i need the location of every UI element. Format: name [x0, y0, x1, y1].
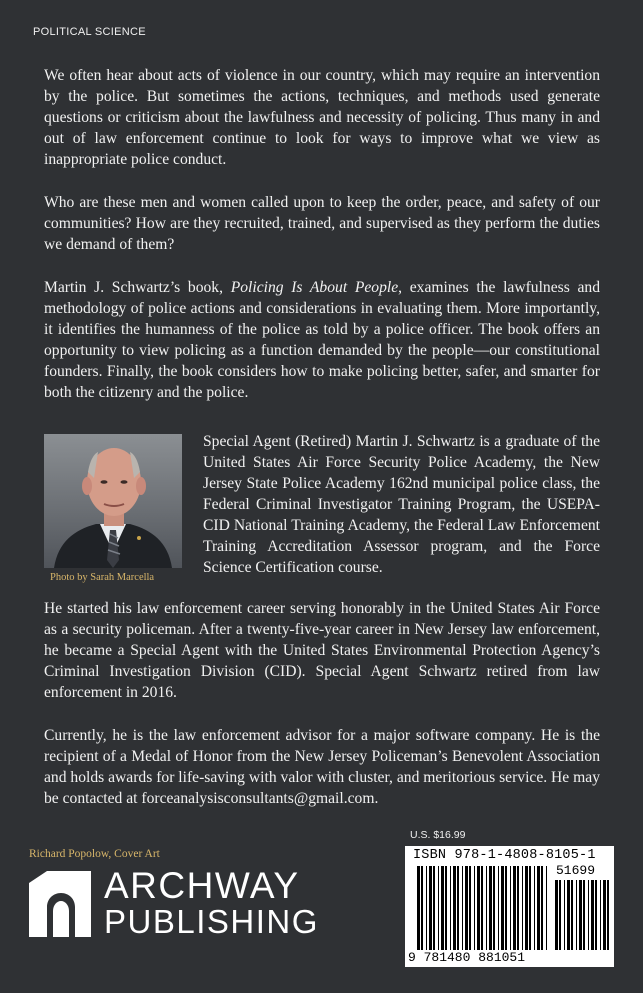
price-label: U.S. $16.99 [410, 829, 466, 841]
barcode-digits: 9 781480 881051 [408, 950, 526, 965]
p3-text-end: , examines the lawfulness and methodology of police actions and considerations in evaluating them. More importantly, it identifies the humanness of the police as told by a police officer. The book offers an opportunity to view policing as a function demanded by the people—our constitutional founders. Finally, the book considers how to make policing better, safer, and smarter for both the citizenry and the police. [44, 279, 600, 401]
isbn-barcode [405, 846, 614, 967]
p3-text-start: Martin J. Schwartz’s book, [44, 279, 231, 296]
author-photo [44, 434, 182, 568]
cover-art-credit: Richard Popolow, Cover Art [29, 848, 160, 860]
career-paragraph: He started his law enforcement career serving honorably in the United States Air Force as a security policeman. After a twenty-five-year career in New Jersey law enforcement, he became a Special Agent with the United States Environmental Protection Agency’s Criminal Investigation Division (CID). Special Agent Schwartz retired from law enforcement in 2016. [44, 600, 600, 701]
author-bio-paragraph: Special Agent (Retired) Martin J. Schwartz is a graduate of the United States Air Force Security Police Academy, the New Jersey State Police Academy 162nd municipal police class, the Federal Criminal Investigator Training Program, the USEPA-CID National Training Academy, the Federal Law Enforcement Training Accreditation Assessor program, and the Force Science Certification course. [203, 433, 600, 576]
publisher-name-line1: ARCHWAY [104, 865, 300, 906]
isbn-text: ISBN 978-1-4808-8105-1 [413, 848, 596, 863]
category-label: POLITICAL SCIENCE [33, 26, 146, 38]
description-paragraph-3 [44, 277, 600, 403]
description-paragraph-1: We often hear about acts of violence in our country, which may require an intervention by the police. But sometimes the actions, techniques, and methods used generate questions or criticism about the lawfulness and necessity of policing. Thus many in and out of law enforcement continue to look for ways to improve what we view as inappropriate police conduct. [44, 67, 600, 168]
book-title: Policing Is About People [230, 279, 399, 296]
current-role-paragraph: Currently, he is the law enforcement advisor for a major software company. He is the recipient of a Medal of Honor from the New Jersey Policeman’s Benevolent Association and holds awards for life-saving with valor with cluster, and meritorious service. He may be contacted at forceanalysisconsultants@gmail.com. [44, 727, 600, 807]
archway-logo-icon [29, 871, 91, 937]
publisher-name-line2: PUBLISHING [104, 903, 319, 940]
photo-caption: Photo by Sarah Marcella [50, 572, 155, 583]
description-paragraph-2: Who are these men and women called upon to keep the order, peace, and safety of our communities? How are they recruited, trained, and supervised as they perform the duties we demand of them? [44, 194, 600, 253]
barcode-addon-digits: 51699 [556, 863, 596, 878]
